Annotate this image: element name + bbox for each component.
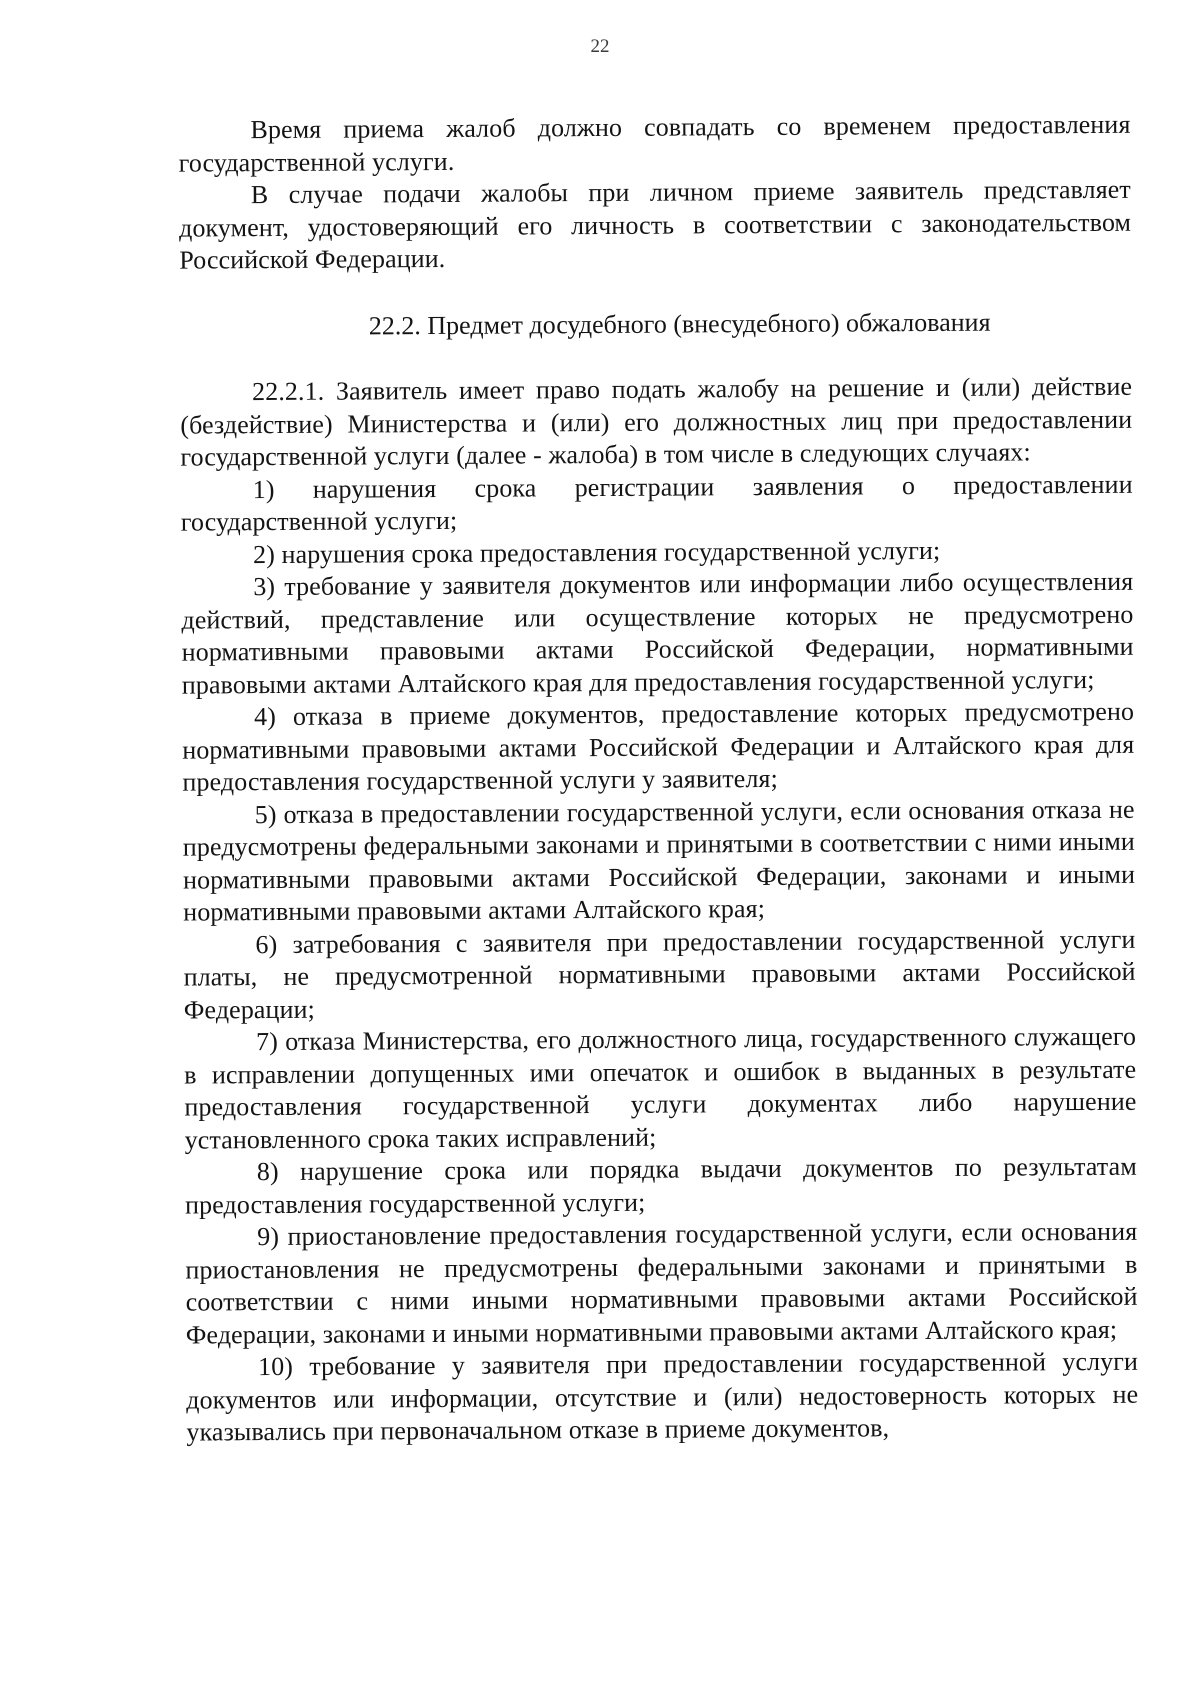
paragraph-section-intro: 22.2.1. Заявитель имеет право подать жалобу на решение и (или) действие (бездействие) Министерства и (или) его должностных лиц при предоставлении государственной услуги (далее - жалоба) в том числе в следующих случаях:	[180, 371, 1133, 472]
section-heading: 22.2. Предмет досудебного (внесудебного) обжалования	[368, 307, 991, 340]
list-item: 7) отказа Министерства, его должностного лица, государственного служащего в исправлении допущенных ими опечаток и ошибок в выданных в результате предоставления государственной услуги документах либо нарушение установленного срока таких исправлений;	[184, 1021, 1137, 1155]
paragraph-identity-document: В случае подачи жалобы при личном приеме заявитель представляет документ, удостоверяющий его личность в соответствии с законодательством Российской Федерации.	[178, 174, 1132, 275]
list-item: 10) требование у заявителя при предоставлении государственной услуги документов или информации, отсутствие и (или) недостоверность которых не указывались при первоначальном отказе в приеме документов,	[186, 1346, 1139, 1447]
list-item: 6) затребования с заявителя при предоставлении государственной услуги платы, не предусмотренной нормативными правовыми актами Российской Федерации;	[183, 924, 1136, 1025]
list-item: 9) приостановление предоставления государственной услуги, если основания приостановления не предусмотрены федеральными законами и принятыми в соответствии с ними иными нормативными правовыми актами Российской Федерации, законами и иными нормативными правовыми актами Алтайского края;	[185, 1216, 1138, 1350]
page-number: 22	[590, 35, 610, 58]
list-item: 4) отказа в приеме документов, предоставление которых предусмотрено нормативными правовыми актами Российской Федерации и Алтайского края для предоставления государственной услуги у заявителя;	[182, 696, 1135, 797]
paragraph-complaint-time: Время приема жалоб должно совпадать со временем предоставления государственной услуги.	[178, 109, 1131, 178]
list-item: 5) отказа в предоставлении государственной услуги, если основания отказа не предусмотрены федеральными законами и принятыми в соответствии с ними иными нормативными правовыми актами Российской Федерации, законами и иными нормативными правовыми актами Алтайского края;	[182, 794, 1136, 927]
list-item: 8) нарушение срока или порядка выдачи документов по результатам предоставления государственной услуги;	[184, 1151, 1137, 1220]
list-item: 2) нарушения срока предоставления государственной услуги;	[252, 535, 941, 569]
document-body	[178, 109, 1138, 1449]
list-item: 1) нарушения срока регистрации заявления о предоставлении государственной услуги;	[180, 469, 1133, 537]
list-item: 3) требование у заявителя документов или информации либо осуществления действий, представление или осуществление которых не предусмотрено нормативными правовыми актами Российской Федерации, нормативными правовыми актами Алтайского края для предоставления государственной услуги;	[181, 566, 1134, 700]
